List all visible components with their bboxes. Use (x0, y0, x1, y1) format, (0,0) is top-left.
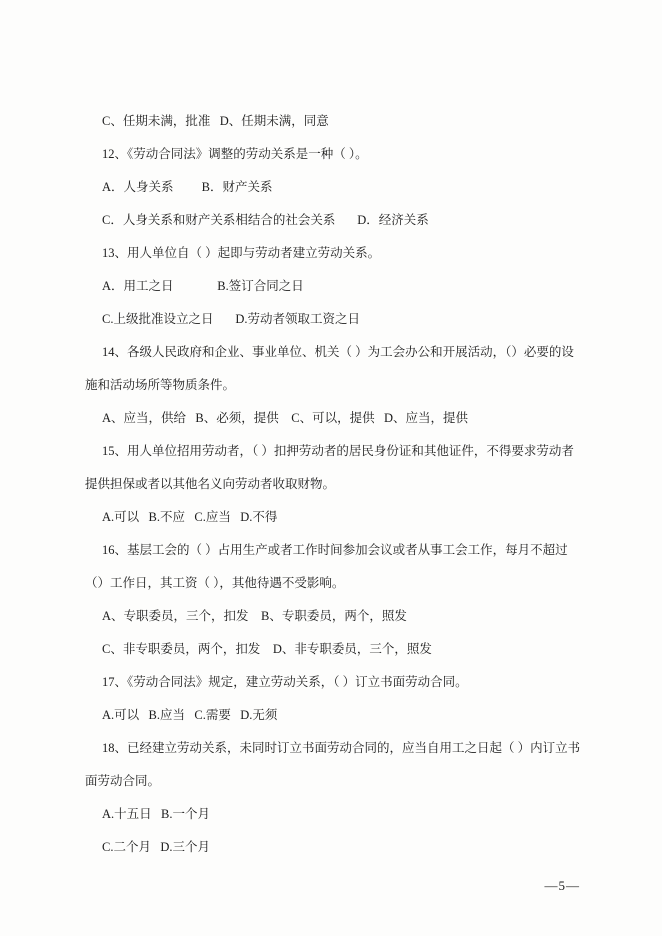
option-line: C、任期未满，批准 D、任期未满，同意 (102, 114, 329, 128)
option-line: A、专职委员，三个，扣发 B、专职委员，两个，照发 (102, 609, 407, 623)
option-line: A、应当，供给 B、必须，提供 C、可以，提供 D、应当，提供 (102, 411, 468, 425)
option-line: A.十五日 B.一个月 (102, 807, 210, 821)
option-line: C.上级批准设立之日 D.劳动者领取工资之日 (102, 312, 360, 326)
page-number: —5— (544, 878, 580, 893)
option-line: C.二个月 D.三个月 (102, 840, 210, 854)
option-line: C．人身关系和财产关系相结合的社会关系 D．经济关系 (102, 213, 429, 227)
question-text: 13、用人单位自（ ）起即与劳动者建立劳动关系。 (102, 246, 381, 260)
question-text: 14、各级人民政府和企业、事业单位、机关（ ）为工会办公和开展活动，（）必要的设施和活动场所等物质条件。 (85, 345, 574, 392)
option-line: A.可以 B.不应 C.应当 D.不得 (102, 510, 278, 524)
document-body (85, 105, 585, 864)
option-line: C、非专职委员，两个，扣发 D、非专职委员，三个，照发 (102, 642, 432, 656)
option-line: A．用工之日 B.签订合同之日 (102, 279, 304, 293)
question-text: 12、《劳动合同法》调整的劳动关系是一种（ ）。 (102, 147, 368, 161)
option-line: A.可以 B.应当 C.需要 D.无须 (102, 708, 278, 722)
question-text: 15、用人单位招用劳动者，（ ）扣押劳动者的居民身份证和其他证件，不得要求劳动者提供担保或者以其他名义向劳动者收取财物。 (85, 444, 574, 491)
option-line: A．人身关系 B．财产关系 (102, 180, 273, 194)
question-text: 18、已经建立劳动关系，未同时订立书面劳动合同的，应当自用工之日起（ ）内订立书面劳动合同。 (85, 741, 581, 788)
question-text: 17、《劳动合同法》规定，建立劳动关系，（ ）订立书面劳动合同。 (102, 675, 468, 689)
question-text: 16、基层工会的（ ）占用生产或者工作时间参加会议或者从事工会工作，每月不超过（）工作日，其工资（ ），其他待遇不受影响。 (85, 543, 568, 590)
